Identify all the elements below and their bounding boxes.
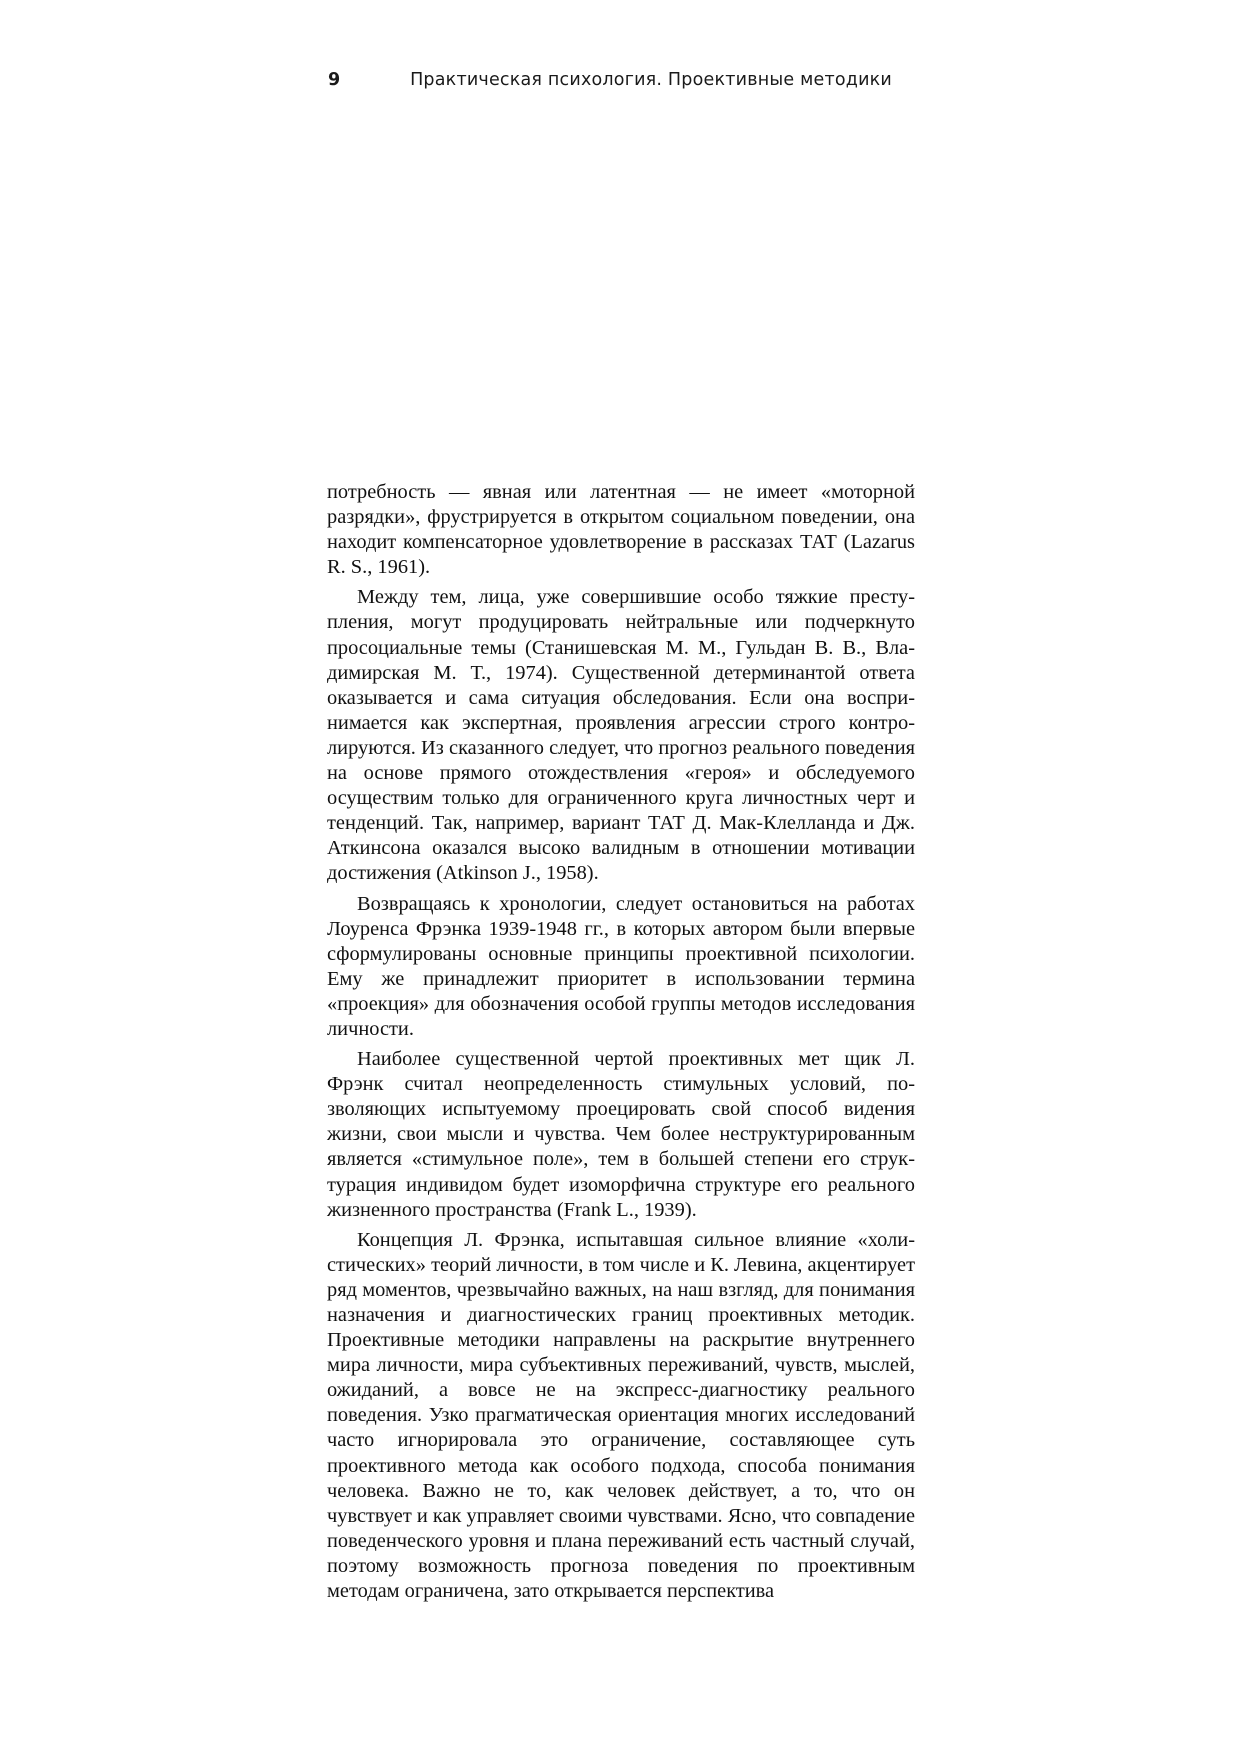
page-number: 9 xyxy=(328,70,341,90)
paragraph-5: Концепция Л. Фрэнка, испытавшая сильное влияние «холистических» теорий личности, в том числе и К. Левина, акцентирует ряд моментов, чрезвычайно важных, на наш взгляд, для понимания назначения и диагностических границ проективных методик. Проективные методики направлены на раскрытие внутреннего мира личности, мира субъективных переживаний, чувств, мыслей, ожиданий, а вовсе не на экспресс-диагностику реального поведения. Узко прагматическая ориентация многих исследований часто игнорировала это ограничение, составляющее суть проективного метода как особого подхода, способа понимания человека. Важно не то, как человек действует, а то, что он чувствует и как управляет своими чувствами. Ясно, что совпадение поведенческого уровня и плана переживаний есть частный случай, поэтому возможность прогноза поведения по проективным методам ограничена, зато открывается перспектива xyxy=(327,1228,916,1603)
paragraph-4: Наиболее существенной чертой проективных мет щик Л. Фрэнк считал неопределенность стимульных условий, позволяющих испытуемому проецировать свой способ видения жизни, свои мысли и чувства. Чем более неструктурированным является «стимульное поле», тем в большей степени его структурация индивидом будет изоморфична структуре его реального жизненного пространства (Frank L., 1939). xyxy=(327,1048,915,1221)
paragraph-3: Возвращаясь к хронологии, следует остановиться на работах Лоуренса Фрэнка 1939-1948 гг., в которых автором были впервые сформулированы основные принципы проективной психологии. Ему же принадлежит приоритет в использовании термина «проекция» для обозначения особой группы методов исследования личности. xyxy=(327,892,915,1040)
paragraph-2: Между тем, лица, уже совершившие особо тяжкие преступления, могут продуцировать нейтральные или подчеркнуто просоциальные темы (Станишевская М. М., Гульдан В. В., Владимирская М. Т., 1974). Существенной детерминантой ответа оказывается и сама ситуация обследования. Если она воспринимается как экспертная, проявления агрессии строго контролируются. Из сказанного следует, что прогноз реального поведения на основе прямого отождествления «героя» и обследуемого осуществим только для ограниченного круга личностных черт и тенденций. Так, например, вариант ТАТ Д. Мак-Клелланда и Дж. Аткинсона оказался высоко валидным в отношении мотивации достижения (Atkinson J., 1958). xyxy=(327,586,915,885)
page-header xyxy=(328,70,918,100)
running-title: Практическая психология. Проективные методики xyxy=(410,70,892,90)
paragraph-1: потребность — явная или латентная — не имеет «моторной разрядки», фрустрируется в открытом социальном поведении, она находит компенсаторное удовлетворение в рассказах ТАТ (Lazarus R. S., 1961). xyxy=(327,481,915,579)
body-text xyxy=(327,480,915,1609)
